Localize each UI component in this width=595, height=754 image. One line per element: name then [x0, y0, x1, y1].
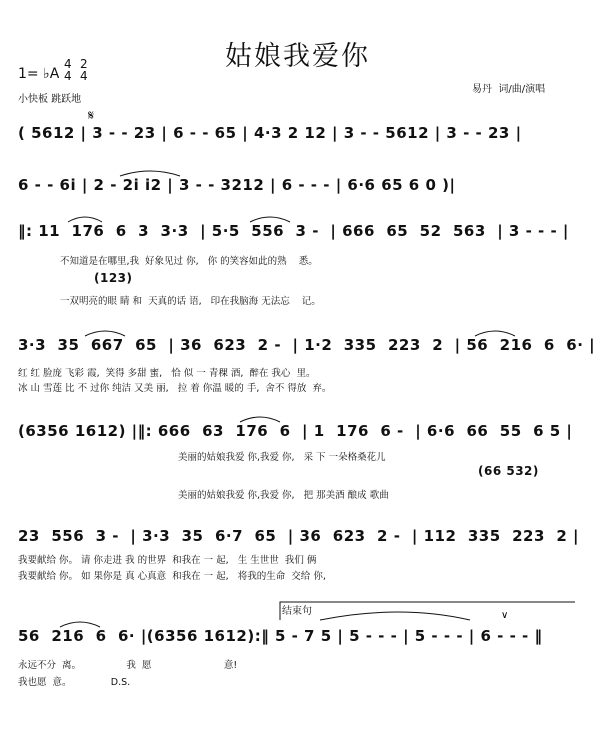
lyric-line-7: 我要献给 你。 请 你走进 我 的世界 和我在 一 起, 生 生世世 我们 俩 — [18, 555, 317, 566]
score-line-7: 56 216 6 6· |(6356 1612):‖ 5 - 7 5 | 5 - - - | 5 - - - | 6 - - - ‖ — [18, 627, 543, 645]
lyric-line-4: 冰 山 雪莲 比 不 过你 纯洁 又美 丽, 拉 着 你温 暖的 手, 舍不 得放 弃。 — [18, 383, 332, 394]
lyric-line-9: 永远不分 离。 我 愿 意! — [18, 660, 238, 671]
score-line-2: 6 - - 6i | 2 - 2i i2 | 3 - - 3212 | 6 - - - | 6·6 65 6 0 )| — [18, 176, 456, 194]
lyric-line-8: 我要献给 你。 如 果你是 真 心真意 和我在 一 起, 将我的生命 交给 你, — [18, 571, 326, 582]
author-credit: 易丹 词/曲/演唱 — [472, 84, 546, 95]
slur — [60, 622, 100, 627]
lyric-line-10: 我也愿 意。 D.S. — [18, 677, 131, 688]
slur — [320, 612, 470, 620]
lyric-line-1: 不知道是在哪里,我 好象见过 你, 你 的笑容如此的熟 悉。 — [60, 256, 318, 267]
score-line-5: (6356 1612) |‖: 666 63 176 6 | 1 176 6 - | 6·6 66 55 6 5 | — [18, 422, 573, 440]
slur — [120, 171, 180, 176]
lyric-alt-notes-2: (66 532) — [478, 464, 539, 478]
lyric-line-3: 红 红 脸庞 飞彩 霞, 笑得 多甜 蜜, 恰 似 一 青稞 酒, 醉在 我心 里。 — [18, 368, 316, 379]
time-signature-4-4: 4 4 — [64, 57, 72, 83]
segno-icon: 𝄋 — [88, 108, 95, 124]
score-line-4: 3·3 35 667 65 | 36 623 2 - | 1·2 335 223 2 | 56 216 6 6· | — [18, 336, 595, 354]
score-line-6: 23 556 3 - | 3·3 35 6·7 65 | 36 623 2 - | 112 335 223 2 | — [18, 527, 579, 545]
tempo-marking: 小快板 跳跃地 — [18, 94, 82, 105]
lyric-line-5: 美丽的姑娘我爱 你,我爱 你, 采 下 一朵格桑花儿 — [178, 452, 386, 463]
slur — [68, 217, 102, 222]
ending-label: 结束句 — [282, 606, 312, 617]
lyric-line-6: 美丽的姑娘我爱 你,我爱 你, 把 那美酒 酿成 歌曲 — [178, 490, 389, 501]
lyric-alt-notes: (123) — [94, 271, 133, 285]
score-line-3: ‖: 11 176 6 3 3·3 | 5·5 556 3 - | 666 65 52 563 | 3 - - - | — [18, 222, 569, 240]
lyric-line-2: 一双明亮的眼 睛 和 天真的话 语, 印在我脑海 无法忘 记。 — [60, 296, 321, 307]
score-line-1: ( 5612 | 3 - - 23 | 6 - - 65 | 4·3 2 12 | 3 - - 5612 | 3 - - 23 | — [18, 124, 522, 142]
ending-bracket — [280, 602, 575, 620]
slur — [85, 331, 125, 336]
key-signature: 1= ♭A — [18, 66, 60, 82]
breath-mark: ∨ — [501, 610, 509, 621]
slur — [240, 417, 280, 422]
time-signature-2-4: 2 4 — [80, 57, 88, 83]
slur — [475, 331, 515, 336]
song-title: 姑娘我爱你 — [225, 41, 370, 72]
slur — [250, 217, 290, 222]
